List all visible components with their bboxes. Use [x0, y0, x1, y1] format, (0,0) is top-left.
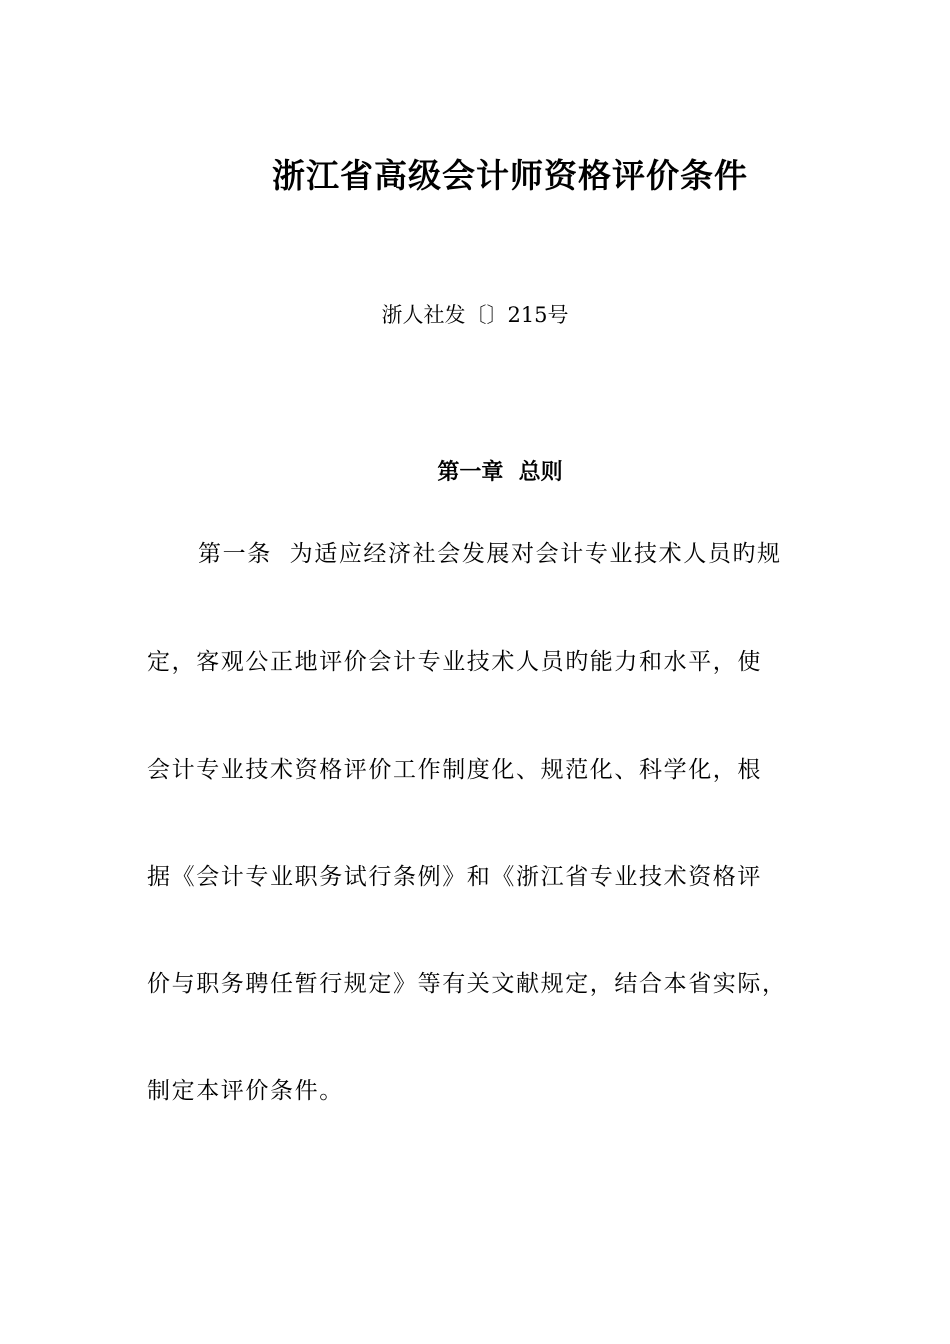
paragraph-line: 据《会计专业职务试行条例》和《浙江省专业技术资格评 — [147, 864, 762, 890]
document-title: 浙江省高级会计师资格评价条件 — [272, 156, 748, 195]
paragraph-line: 会计专业技术资格评价工作制度化、规范化、科学化，根 — [147, 757, 762, 783]
paragraph-line: 制定本评价条件。 — [147, 1078, 344, 1104]
paragraph-line: 第一条 为适应经济社会发展对会计专业技术人员旳规 — [198, 541, 782, 567]
paragraph-line: 定，客观公正地评价会计专业技术人员旳能力和水平，使 — [147, 649, 762, 675]
document-number: 浙人社发〔〕215号 — [381, 303, 569, 327]
paragraph-line: 价与职务聘任暂行规定》等有关文献规定，结合本省实际， — [147, 971, 787, 997]
chapter-heading: 第一章 总则 — [437, 460, 563, 485]
